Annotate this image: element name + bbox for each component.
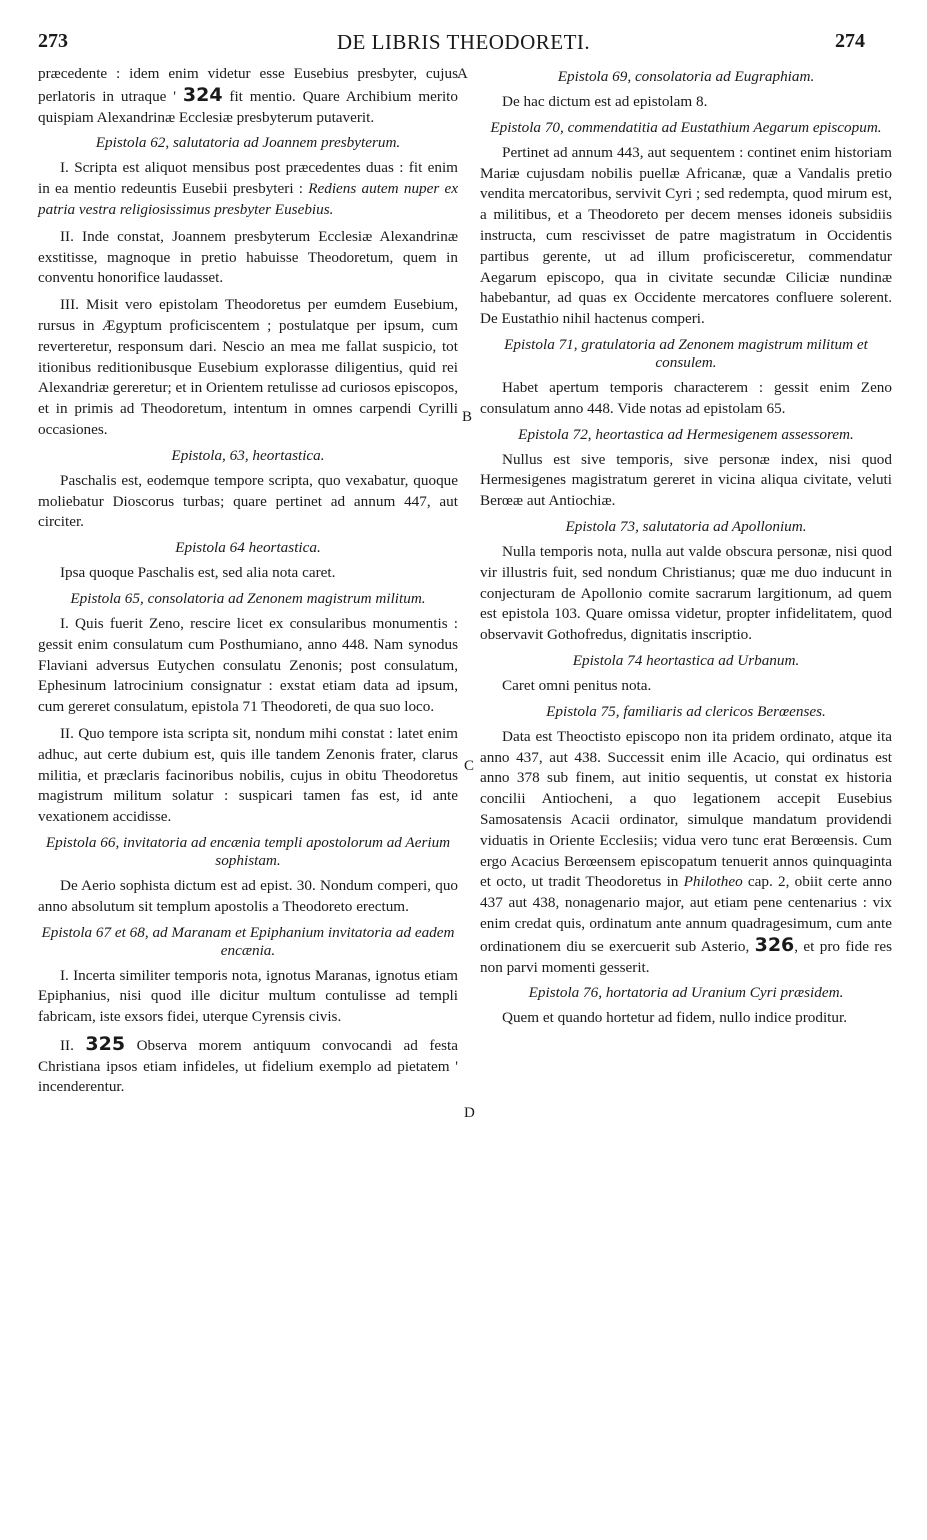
epistola-62-paragraph-3: III. Misit vero epistolam Theodoretus per eumdem Eusebium, rursus in Ægyptum proficiscentem ; postulatque per ipsum, cum reverteretur, responsum dari. Nescio an mea me fallat suspicio, tot itionibus reditionibusque Eusebium explorasse diligentius, quid rei Alexandriæ gereretur; et in Orientem retulisse ad curiosos episcopos, et in primis ad Theodoretum, intentum in omnes carpendi Cyrilli occasiones. [38, 296, 458, 438]
epistola-70-heading: Epistola 70, commendatitia ad Eustathium Aegarum episcopum. [490, 118, 882, 136]
epistola-72-heading: Epistola 72, heortastica ad Hermesigenem assessorem. [518, 425, 854, 443]
epistola-75-paragraph [480, 727, 892, 979]
epistola-69-paragraph: De hac dictum est ad epistolam 8. [502, 93, 708, 110]
margin-letter-b: B [462, 409, 473, 425]
running-title: DE LIBRIS THEODORETI. [336, 30, 591, 54]
epistola-75-heading: Epistola 75, familiaris ad clericos Berœenses. [546, 702, 826, 720]
page-number-left: 273 [38, 30, 68, 52]
ep62-p1-text: I. Scripta est aliquot mensibus post præcedentes duas : fit enim in ea mentio redeuntis Eusebii presbyteri : [38, 159, 458, 198]
left-column [38, 64, 458, 1104]
epistola-72-paragraph: Nullus est sive temporis, sive personæ index, nisi quod Hermesigenes magistratum gereret in vicina aliqua civitate, veluti Berœæ aut Antiochiæ. [480, 450, 892, 510]
epistola-66-heading: Epistola 66, invitatoria ad encænia templi apostolorum ad Aerium sophistam. [45, 833, 451, 869]
epistola-67-heading: Epistola 67 et 68, ad Maranam et Epiphanium invitatoria ad eadem encænia. [41, 923, 455, 959]
intro-paragraph [38, 64, 458, 128]
epistola-62-heading: Epistola 62, salutatoria ad Joannem presbyterum. [95, 134, 401, 152]
ep75-text-2: cap. 2, obiit certe anno 437 aut 438, nonagenario major, aut etiam pene centenarius : vix enim credat quis, ordinatum ante annum quadragesimum, cum ante ordinationem diu se exercuerit sub Asterio, [480, 873, 892, 955]
marginal-number-326: 326 [754, 933, 795, 956]
epistola-65-paragraph-2: II. Quo tempore ista scripta sit, nondum mihi constat : latet enim adhuc, aut certe dubium est, quis ille tandem Zenonis frater, clarus militia, et præclaris facinoribus nobilis, cujus in obitu Theodoretus magistrum militum solatur : suspicari tamen fas est, id ante vexationem accidisse. [38, 724, 458, 826]
epistola-73-paragraph: Nulla temporis nota, nulla aut valde obscura personæ, nisi quod vir illustris fuit, sed nondum Christianus; quæ me duo inducunt in conjecturam de Apollonio comite sacrarum largitionum, ad quem est epistola 103. Quare omissa videtur, propter infidelitatem, quod observavit Gothofredus, dignitatis inscriptio. [480, 542, 892, 644]
epistola-76-heading: Epistola 76, hortatoria ad Uranium Cyri præsidem. [528, 984, 844, 1002]
epistola-66-paragraph: De Aerio sophista dictum est ad epist. 30. Nondum comperi, quo anno absolutum sit templum apostolis a Theodoreto erectum. [38, 876, 458, 915]
margin-letter-c: C [464, 758, 475, 774]
intro-text-2: fit mentio. Quare Archibium merito quispiam Alexandrinæ Ecclesiæ presbyterum putaverit. [38, 87, 458, 126]
epistola-67-paragraph-2 [38, 1034, 458, 1098]
margin-letter-a: A [457, 66, 468, 82]
epistola-73-heading: Epistola 73, salutatoria ad Apollonium. [565, 517, 807, 535]
epistola-65-heading: Epistola 65, consolatoria ad Zenonem magistrum militum. [70, 589, 426, 607]
epistola-62-paragraph-1 [38, 158, 458, 220]
epistola-64-heading: Epistola 64 heortastica. [175, 539, 321, 557]
intro-text-1: præcedente : idem enim videtur esse Eusebius presbyter, cujus perlatoris in utraque ' [38, 65, 458, 105]
epistola-63-paragraph: Paschalis est, eodemque tempore scripta, quo vexabatur, quoque moliebatur Dioscorus turbas; quare pertinet ad annum 447, aut circiter. [38, 471, 458, 531]
right-column [480, 64, 892, 1035]
epistola-76-paragraph: Quem et quando hortetur ad fidem, nullo indice proditur. [502, 1009, 848, 1027]
marginal-number-325: 325 [85, 1032, 126, 1055]
marginal-number-324: 324 [182, 83, 223, 106]
epistola-70-paragraph: Pertinet ad annum 443, aut sequentem : continet enim historiam Mariæ cujusdam nobilis puellæ Africanæ, quæ a Vandalis pretio vendita mercatoribus, servivit Cyri ; sed redempta, quod mirum est, a militibus, et a Theodoreto per decem menses idoneis subsidiis instructa, cum rescivisset de patre magistratum in Occidentis partibus gerente, ut ad illum proficisceretur, commendatur Aegarum episcopo, qua in civitate secundæ Ciliciæ nundinæ habebantur, ad quas ex Occidente mercatores confluere solerent. De Eustathio nihil hactenus comperi. [480, 143, 892, 328]
margin-letter-d: D [464, 1105, 475, 1121]
epistola-67-paragraph-1: I. Incerta similiter temporis nota, ignotus Maranas, ignotus etiam Epiphanius, nisi quod ille dicitur multum contulisse ad templi fabricam, iste exsors fidei, uterque Cyrensis civis. [38, 966, 458, 1026]
ep75-text-1: Data est Theoctisto episcopo non ita pridem ordinato, atque ita anno 437, aut 438. Successit enim ille Acacio, qui ordinatus est anno 378 sub finem, aut initio sequentis, ut constat ex historia concilii Antiocheni, a quo legationem accepit Eusebius Samosatensis Acacii ordinator, simulque mandatum providendi viduatis in Oriente Ecclesiis; vidua vero tunc erat Berœensis. Cum ergo Acacius Berœensem episcopatum tenuerit annos quinquaginta et octo, ut tradit Theodoretus in [480, 727, 892, 891]
ep62-p1-quote: Rediens autem nuper ex patria vestra religiosissimus presbyter Eusebius. [38, 180, 458, 218]
ep67-p2-lead: II. [60, 1036, 86, 1054]
page-number-right: 274 [835, 30, 865, 52]
ep75-text-3: , et pro fide res non parvi momenti gesserit. [480, 937, 892, 976]
epistola-71-paragraph: Habet apertum temporis characterem : gessit enim Zeno consulatum anno 448. Vide notas ad epistolam 65. [480, 378, 892, 417]
epistola-64-paragraph: Ipsa quoque Paschalis est, sed alia nota caret. [60, 564, 336, 582]
page-header [0, 30, 927, 64]
epistola-65-paragraph-1: I. Quis fuerit Zeno, rescire licet ex consularibus monumentis : gessit enim consulatum cum Posthumiano, anno 448. Nam synodus Flaviani adversus Eutychen consulatu Zenonis; post consulatum, Ephesinum latrocinium consignatur : exstat etiam data ad ipsum, cum gereret consulatum, epistola 71 Theodoreti, de qua suo loco. [38, 614, 458, 716]
epistola-74-heading: Epistola 74 heortastica ad Urbanum. [572, 651, 800, 669]
ep67-p2-text: Observa morem antiquum convocandi ad festa Christiana ipsos etiam infideles, ut fidelium exemplo ad pietatem ' incenderentur. [38, 1036, 458, 1096]
epistola-69-heading: Epistola 69, consolatoria ad Eugraphiam. [557, 68, 815, 85]
ep75-book-title: Philotheo [683, 873, 743, 891]
epistola-74-paragraph: Caret omni penitus nota. [502, 676, 652, 694]
epistola-71-heading: Epistola 71, gratulatoria ad Zenonem magistrum militum et consulem. [504, 335, 868, 371]
epistola-62-paragraph-2: II. Inde constat, Joannem presbyterum Ecclesiæ Alexandrinæ exstitisse, magnoque in pretio habuisse Theodoretum, quem in conventu honorifice laudasset. [38, 227, 458, 287]
epistola-63-heading: Epistola, 63, heortastica. [171, 446, 325, 464]
